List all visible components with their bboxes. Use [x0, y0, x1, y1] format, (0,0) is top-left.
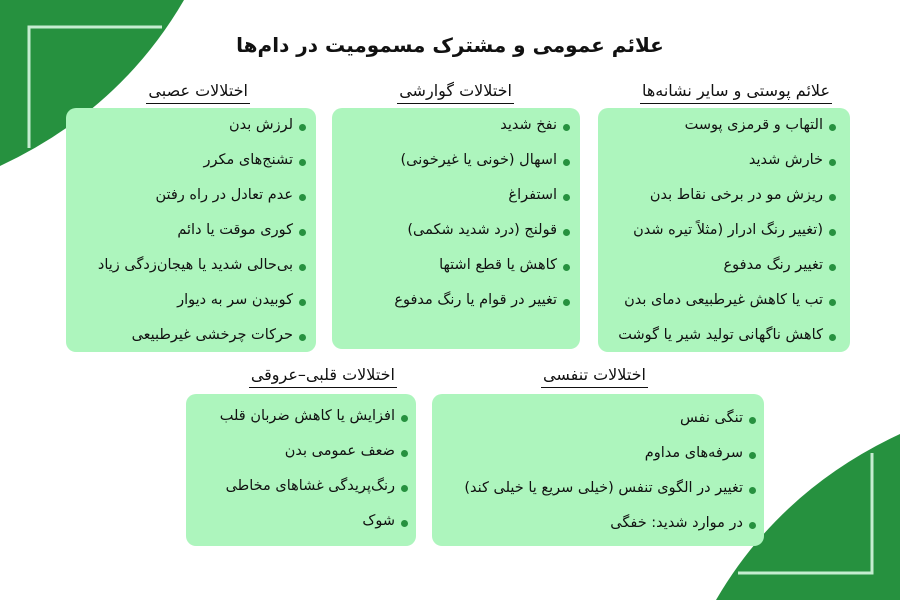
- symptom-box-cardio: [186, 394, 416, 546]
- symptom-box-respiratory: [432, 394, 764, 546]
- bullet-icon: [563, 229, 570, 236]
- list-item: کوبیدن سر به دیوار: [66, 283, 306, 318]
- list-item: لرزش بدن: [66, 108, 306, 143]
- bullet-icon: [829, 159, 836, 166]
- list-item: اسهال (خونی یا غیرخونی): [332, 143, 570, 178]
- symptom-list-digestive: [332, 108, 570, 318]
- list-item: استفراغ: [332, 178, 570, 213]
- list-item: تشنج‌های مکرر: [66, 143, 306, 178]
- bullet-icon: [299, 194, 306, 201]
- list-item: شوک: [186, 504, 408, 539]
- list-item: قولنج (درد شدید شکمی): [332, 213, 570, 248]
- bullet-icon: [401, 485, 408, 492]
- list-item: در موارد شدید: خفگی: [432, 506, 756, 541]
- list-item: التهاب و قرمزی پوست: [598, 108, 836, 143]
- bullet-icon: [749, 452, 756, 459]
- list-item: تغییر رنگ مدفوع: [598, 248, 836, 283]
- bullet-icon: [563, 159, 570, 166]
- bullet-icon: [563, 124, 570, 131]
- list-item: کاهش یا قطع اشتها: [332, 248, 570, 283]
- list-item: حرکات چرخشی غیرطبیعی: [66, 318, 306, 353]
- list-item: تغییر در قوام یا رنگ مدفوع: [332, 283, 570, 318]
- symptom-list-neuro: [66, 108, 306, 353]
- bullet-icon: [401, 415, 408, 422]
- bullet-icon: [299, 334, 306, 341]
- symptom-list-skin: [598, 108, 836, 353]
- page-title: علائم عمومی و مشترک مسمومیت در دام‌ها: [236, 33, 664, 57]
- section-heading-cardio: اختلالات قلبی–عروقی: [249, 364, 397, 388]
- section-heading-neuro: اختلالات عصبی: [146, 80, 250, 104]
- bullet-icon: [563, 264, 570, 271]
- symptom-list-cardio: [186, 399, 408, 539]
- list-item: رنگ‌پریدگی غشاهای مخاطی: [186, 469, 408, 504]
- bullet-icon: [829, 299, 836, 306]
- bullet-icon: [299, 124, 306, 131]
- list-item: نفخ شدید: [332, 108, 570, 143]
- bullet-icon: [829, 194, 836, 201]
- bullet-icon: [299, 264, 306, 271]
- symptom-box-digestive: [332, 108, 580, 349]
- bullet-icon: [749, 522, 756, 529]
- bullet-icon: [401, 520, 408, 527]
- bullet-icon: [401, 450, 408, 457]
- bullet-icon: [563, 194, 570, 201]
- list-item: تغییر در الگوی تنفس (خیلی سریع یا خیلی کند): [432, 471, 756, 506]
- bullet-icon: [299, 159, 306, 166]
- list-item: کاهش ناگهانی تولید شیر یا گوشت: [598, 318, 836, 353]
- bullet-icon: [563, 299, 570, 306]
- symptom-box-skin: [598, 108, 850, 352]
- bullet-icon: [749, 417, 756, 424]
- list-item: عدم تعادل در راه رفتن: [66, 178, 306, 213]
- list-item: کوری موقت یا دائم: [66, 213, 306, 248]
- list-item: تنگی نفس: [432, 401, 756, 436]
- list-item: افزایش یا کاهش ضربان قلب: [186, 399, 408, 434]
- bullet-icon: [749, 487, 756, 494]
- bullet-icon: [299, 229, 306, 236]
- list-item: خارش شدید: [598, 143, 836, 178]
- list-item: (تغییر رنگ ادرار (مثلاً تیره شدن: [598, 213, 836, 248]
- bullet-icon: [299, 299, 306, 306]
- section-heading-skin: علائم پوستی و سایر نشانه‌ها: [640, 80, 832, 104]
- list-item: بی‌حالی شدید یا هیجان‌زدگی زیاد: [66, 248, 306, 283]
- symptom-box-neuro: [66, 108, 316, 352]
- symptom-list-respiratory: [432, 401, 756, 541]
- section-heading-respiratory: اختلالات تنفسی: [541, 364, 648, 388]
- list-item: سرفه‌های مداوم: [432, 436, 756, 471]
- bullet-icon: [829, 124, 836, 131]
- list-item: ضعف عمومی بدن: [186, 434, 408, 469]
- bullet-icon: [829, 264, 836, 271]
- list-item: تب یا کاهش غیرطبیعی دمای بدن: [598, 283, 836, 318]
- section-heading-digestive: اختلالات گوارشی: [397, 80, 514, 104]
- bullet-icon: [829, 229, 836, 236]
- bullet-icon: [829, 334, 836, 341]
- list-item: ریزش مو در برخی نقاط بدن: [598, 178, 836, 213]
